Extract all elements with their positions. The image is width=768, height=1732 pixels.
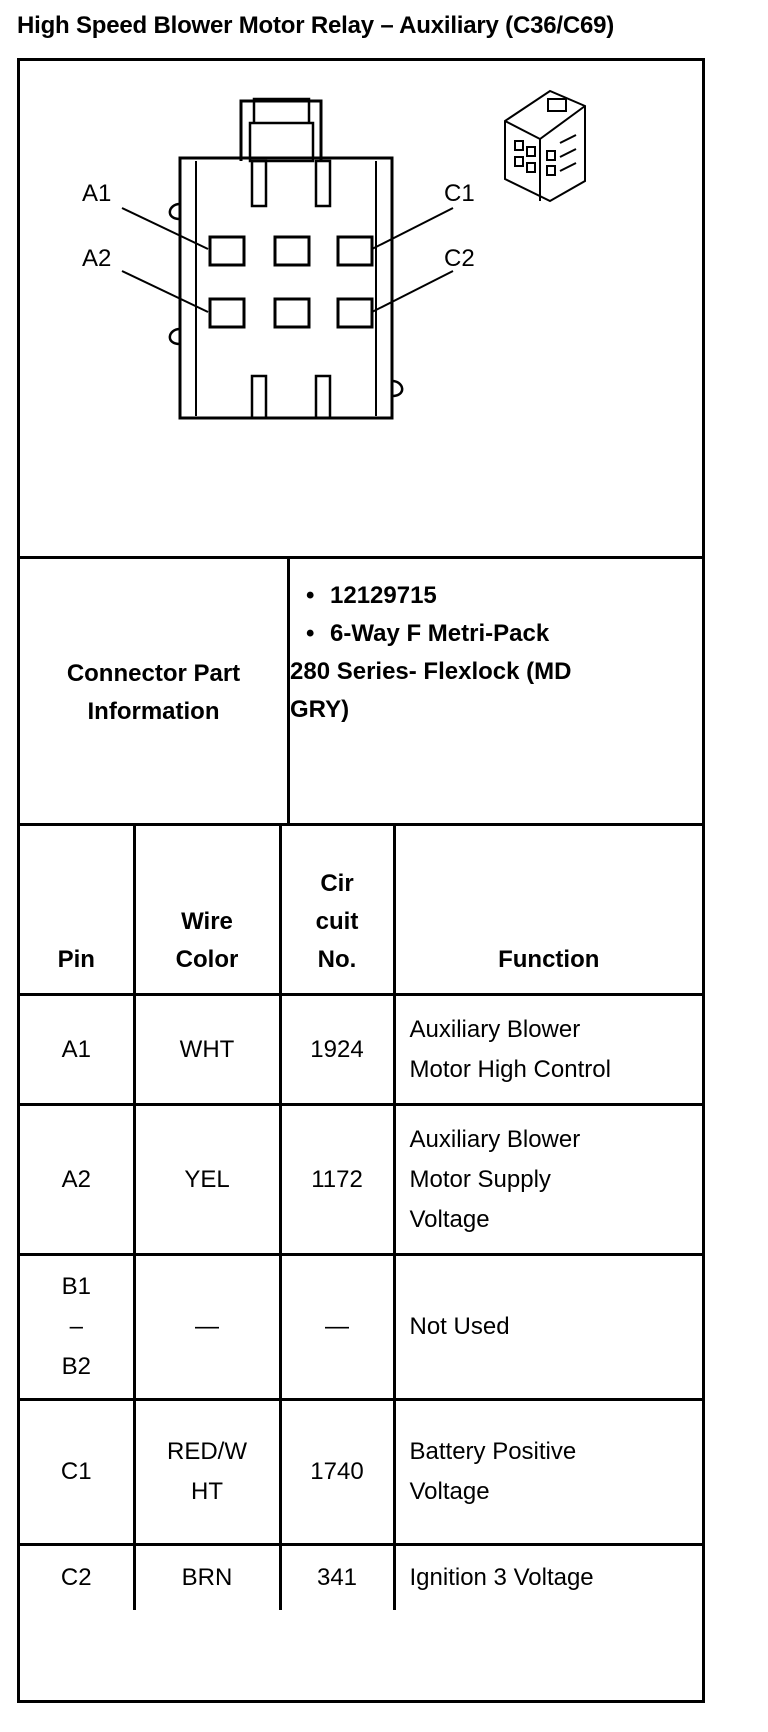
connector-series-text: 280 Series- Flexlock (MD GRY) [290, 658, 572, 723]
cell-circuit: 1924 [280, 995, 394, 1105]
header-circuit: Cir cuit No. [280, 825, 394, 995]
cell-wire-color: RED/W HT [134, 1400, 280, 1545]
cell-circuit: 1172 [280, 1105, 394, 1255]
pin-label-a1: A1 [82, 180, 112, 207]
connector-table-frame [17, 58, 705, 1703]
cell-pin: C2 [20, 1545, 134, 1610]
table-row [20, 1545, 702, 1610]
cell-function: Battery Positive Voltage [394, 1400, 702, 1545]
cell-pin: A2 [20, 1105, 134, 1255]
table-row [20, 1255, 702, 1400]
cell-circuit: 341 [280, 1545, 394, 1610]
cell-function: Auxiliary Blower Motor Supply Voltage [394, 1105, 702, 1255]
cell-wire-color: BRN [134, 1545, 280, 1610]
cell-function: Ignition 3 Voltage [394, 1545, 702, 1610]
bullet-item: • 12129715 [306, 582, 437, 609]
bullet-item: • 6-Way F Metri-Pack [306, 620, 550, 647]
cell-pin: A1 [20, 995, 134, 1105]
table-header-row [20, 825, 702, 995]
header-function: Function [394, 825, 702, 995]
page-title: High Speed Blower Motor Relay – Auxiliary (C36/C69) [17, 12, 615, 39]
pin-label-a2: A2 [82, 245, 112, 272]
pin-table [20, 823, 702, 1610]
cell-pin: B1 –B2 [20, 1255, 134, 1400]
connector-info-values [290, 577, 690, 729]
cell-function: Auxiliary Blower Motor High Control [394, 995, 702, 1105]
table-row [20, 1105, 702, 1255]
pin-label-c1: C1 [444, 180, 475, 207]
connector-face-svg [20, 61, 702, 556]
cell-wire-color: WHT [134, 995, 280, 1105]
cell-wire-color: — [134, 1255, 280, 1400]
pin-label-c2: C2 [444, 245, 475, 272]
connector-face-diagram [20, 61, 702, 556]
cell-pin: C1 [20, 1400, 134, 1545]
cell-circuit: — [280, 1255, 394, 1400]
table-row [20, 995, 702, 1105]
connector-info-row [20, 556, 702, 826]
cell-wire-color: YEL [134, 1105, 280, 1255]
header-pin: Pin [20, 825, 134, 995]
connector-info-label: Connector Part Information [20, 559, 290, 826]
connector-iso-icon [505, 91, 585, 201]
cell-function: Not Used [394, 1255, 702, 1400]
header-wire-color: Wire Color [134, 825, 280, 995]
cell-circuit: 1740 [280, 1400, 394, 1545]
table-row [20, 1400, 702, 1545]
